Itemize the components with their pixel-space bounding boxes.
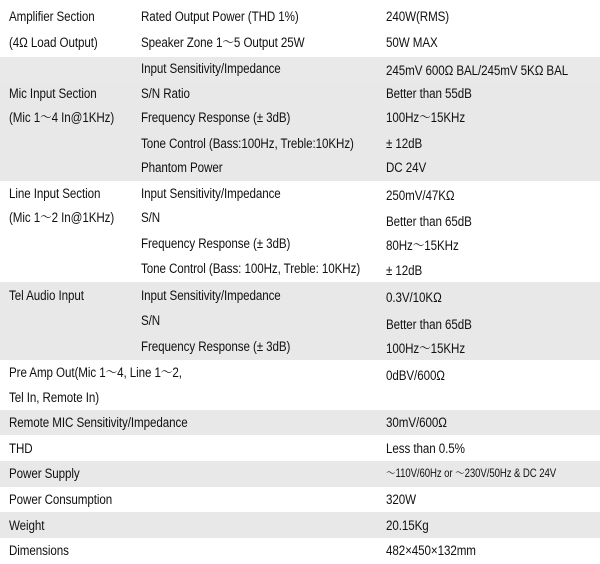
section-label: THD [9, 441, 33, 456]
table-row [0, 415, 600, 435]
parameter-value: 80Hz～15KHz [386, 238, 459, 253]
parameter-label: Frequency Response (± 3dB) [141, 339, 291, 354]
section-label: Power Supply [9, 466, 80, 481]
table-row [0, 492, 600, 512]
section-label: Amplifier Section [9, 9, 95, 24]
section-label: Mic Input Section [9, 86, 97, 101]
table-row [0, 313, 600, 333]
parameter-label: S/N [141, 210, 161, 225]
table-row [0, 9, 600, 29]
parameter-value: Better than 55dB [386, 86, 472, 101]
table-row [0, 35, 600, 55]
parameter-value: DC 24V [386, 160, 427, 175]
table-row [0, 210, 600, 230]
parameter-value: ± 12dB [386, 263, 423, 278]
parameter-value: 50W MAX [386, 35, 438, 50]
parameter-label: Input Sensitivity/Impedance [141, 186, 281, 201]
parameter-value: 240W(RMS) [386, 9, 450, 24]
section-label: Line Input Section [9, 186, 101, 201]
table-row [0, 365, 600, 385]
section-label: (Mic 1～2 In@1KHz) [9, 210, 115, 225]
section-label: Remote MIC Sensitivity/Impedance [9, 415, 188, 430]
parameter-value: ± 12dB [386, 136, 423, 151]
table-row [0, 236, 600, 256]
table-row [0, 339, 600, 359]
parameter-value: Better than 65dB [386, 214, 472, 229]
parameter-label: Frequency Response (± 3dB) [141, 236, 291, 251]
parameter-value: 250mV/47KΩ [386, 188, 455, 203]
section-label: Weight [9, 518, 45, 533]
parameter-value: 30mV/600Ω [386, 415, 447, 430]
parameter-label: Input Sensitivity/Impedance [141, 61, 281, 76]
section-label: Dimensions [9, 543, 69, 558]
table-row [0, 57, 600, 82]
table-row [0, 136, 600, 156]
table-row [0, 390, 600, 410]
parameter-value: ～110V/60Hz or ～230V/50Hz & DC 24V [386, 466, 557, 480]
parameter-value: 0.3V/10KΩ [386, 290, 442, 305]
parameter-label: Tone Control (Bass: 100Hz, Treble: 10KHz) [141, 261, 361, 276]
section-label: (4Ω Load Output) [9, 35, 98, 50]
parameter-value: 100Hz～15KHz [386, 341, 466, 356]
parameter-value: Better than 65dB [386, 317, 472, 332]
parameter-value: 320W [386, 492, 416, 507]
parameter-label: Frequency Response (± 3dB) [141, 110, 291, 125]
parameter-value: 20.15Kg [386, 518, 429, 533]
table-row [0, 186, 600, 206]
parameter-label: Tone Control (Bass:100Hz, Treble:10KHz) [141, 136, 354, 151]
parameter-label: Input Sensitivity/Impedance [141, 288, 281, 303]
parameter-value: 245mV 600Ω BAL/245mV 5KΩ BAL [386, 63, 569, 78]
parameter-label: S/N [141, 313, 161, 328]
table-row [0, 288, 600, 308]
table-row [0, 160, 600, 180]
table-row [0, 261, 600, 281]
parameter-value: 482×450×132mm [386, 543, 476, 558]
table-row [0, 466, 600, 486]
parameter-label: Speaker Zone 1～5 Output 25W [141, 35, 305, 50]
table-row [0, 518, 600, 538]
section-label: Pre Amp Out(Mic 1～4, Line 1～2, [9, 365, 182, 380]
parameter-label: Phantom Power [141, 160, 223, 175]
table-row [0, 441, 600, 461]
table-row [0, 543, 600, 563]
section-label: Power Consumption [9, 492, 113, 507]
table-row [0, 86, 600, 106]
section-label: (Mic 1～4 In@1KHz) [9, 110, 115, 125]
parameter-value: Less than 0.5% [386, 441, 465, 456]
parameter-value: 100Hz～15KHz [386, 110, 466, 125]
parameter-label: S/N Ratio [141, 86, 190, 101]
table-row [0, 110, 600, 130]
section-label: Tel Audio Input [9, 288, 84, 303]
parameter-value: 0dBV/600Ω [386, 368, 445, 383]
parameter-label: Rated Output Power (THD 1%) [141, 9, 299, 24]
section-label: Tel In, Remote In) [9, 390, 100, 405]
